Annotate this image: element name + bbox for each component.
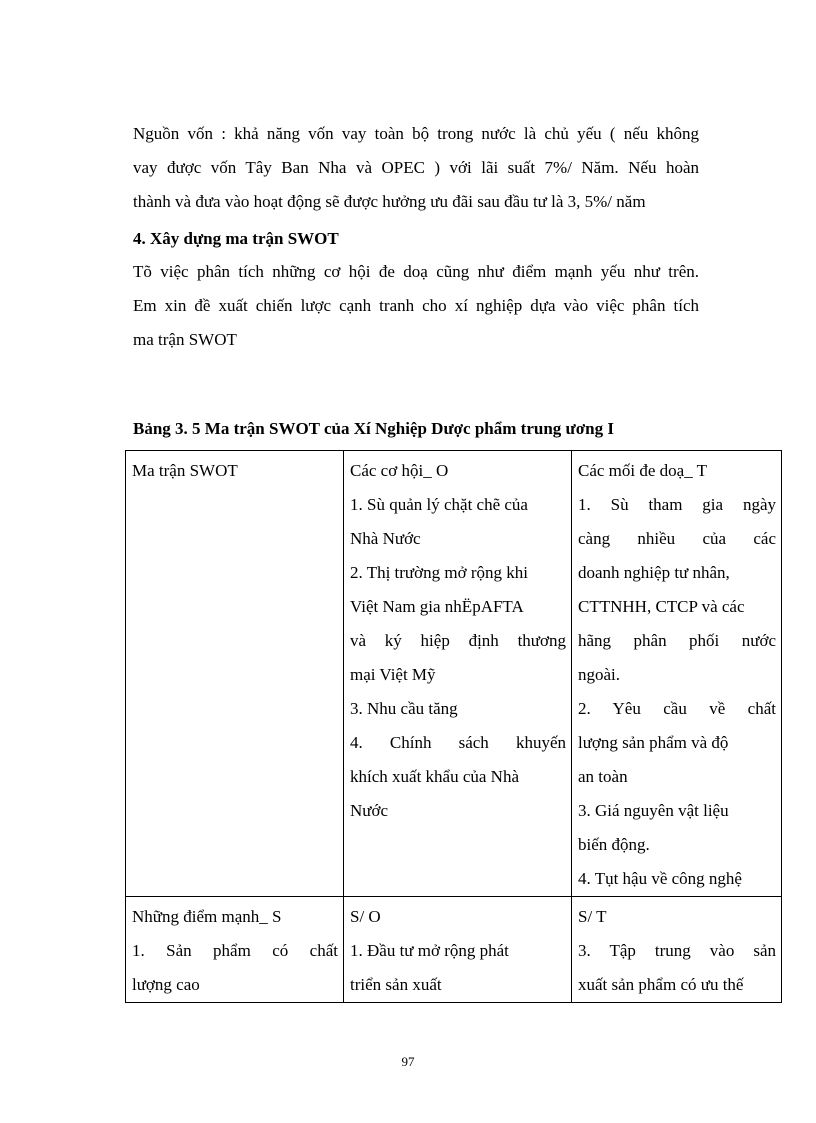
threats-line: 3. Giá nguyên vật liệu bbox=[578, 801, 729, 820]
opportunities-line: Nước bbox=[350, 801, 389, 820]
opportunities-line: 2. Thị trường mở rộng khi bbox=[350, 563, 528, 582]
threats-line: 1. Sù tham gia ngày bbox=[578, 495, 776, 514]
intro-line: Em xin đề xuất chiến lược cạnh tranh cho xí nghiệp dựa vào việc phân tích bbox=[133, 296, 699, 315]
so-strategy-cell bbox=[344, 897, 572, 1003]
threats-cell bbox=[572, 451, 782, 897]
table-row bbox=[126, 897, 782, 1003]
strengths-title: Những điểm mạnh_ S bbox=[132, 907, 282, 926]
funding-line: Nguồn vốn : khả năng vốn vay toàn bộ trong nước là chủ yếu ( nếu không bbox=[133, 124, 699, 143]
opportunities-line: 1. Sù quản lý chặt chẽ của bbox=[350, 495, 528, 514]
corner-cell bbox=[126, 451, 344, 897]
threats-line: càng nhiều của các bbox=[578, 529, 776, 548]
threats-line: an toàn bbox=[578, 767, 628, 786]
so-title: S/ O bbox=[350, 907, 381, 926]
opportunities-cell bbox=[344, 451, 572, 897]
strengths-cell bbox=[126, 897, 344, 1003]
so-line: 1. Đầu tư mở rộng phát bbox=[350, 941, 509, 960]
funding-line: thành và đưa vào hoạt động sẽ được hưởng ưu đãi sau đầu tư là 3, 5%/ năm bbox=[133, 192, 646, 211]
opportunities-line: và ký hiệp định thương bbox=[350, 631, 566, 650]
st-strategy-cell bbox=[572, 897, 782, 1003]
corner-label: Ma trận SWOT bbox=[132, 461, 238, 480]
table-caption: Bảng 3. 5 Ma trận SWOT của Xí Nghiệp Dược phẩm trung ương I bbox=[133, 419, 614, 438]
threats-line: hãng phân phối nước bbox=[578, 631, 776, 650]
intro-line: Tõ việc phân tích những cơ hội đe doạ cũng như điểm mạnh yếu như trên. bbox=[133, 262, 699, 281]
threats-title: Các mối đe doạ_ T bbox=[578, 461, 708, 480]
strengths-line: 1. Sản phẩm có chất bbox=[132, 941, 338, 960]
opportunities-line: mại Việt Mỹ bbox=[350, 665, 436, 684]
so-line: triển sản xuất bbox=[350, 975, 442, 994]
opportunities-title: Các cơ hội_ O bbox=[350, 461, 449, 480]
threats-line: 4. Tụt hậu về công nghệ bbox=[578, 869, 742, 888]
threats-line: biến động. bbox=[578, 835, 650, 854]
st-title: S/ T bbox=[578, 907, 607, 926]
funding-paragraph bbox=[133, 117, 699, 219]
swot-matrix-table bbox=[125, 450, 782, 1003]
opportunities-line: 3. Nhu cầu tăng bbox=[350, 699, 458, 718]
page-number: 97 bbox=[401, 1054, 415, 1069]
threats-line: doanh nghiệp tư nhân, bbox=[578, 563, 730, 582]
intro-line: ma trận SWOT bbox=[133, 330, 237, 349]
opportunities-line: Nhà Nước bbox=[350, 529, 421, 548]
section-heading: 4. Xây dựng ma trận SWOT bbox=[133, 229, 339, 248]
st-line: xuất sản phẩm có ưu thế bbox=[578, 975, 744, 994]
threats-line: 2. Yêu cầu về chất bbox=[578, 699, 776, 718]
opportunities-line: khích xuất khẩu của Nhà bbox=[350, 767, 519, 786]
threats-line: ngoài. bbox=[578, 665, 621, 684]
st-line: 3. Tập trung vào sản bbox=[578, 941, 776, 960]
table-row bbox=[126, 451, 782, 897]
opportunities-line: Việt Nam gia nhËpAFTA bbox=[350, 597, 524, 616]
threats-line: lượng sản phẩm và độ bbox=[578, 733, 729, 752]
funding-line: vay được vốn Tây Ban Nha và OPEC ) với lãi suất 7%/ Năm. Nếu hoàn bbox=[133, 158, 699, 177]
intro-paragraph bbox=[133, 255, 699, 357]
threats-line: CTTNHH, CTCP và các bbox=[578, 597, 745, 616]
opportunities-line: 4. Chính sách khuyến bbox=[350, 733, 566, 752]
strengths-line: lượng cao bbox=[132, 975, 200, 994]
